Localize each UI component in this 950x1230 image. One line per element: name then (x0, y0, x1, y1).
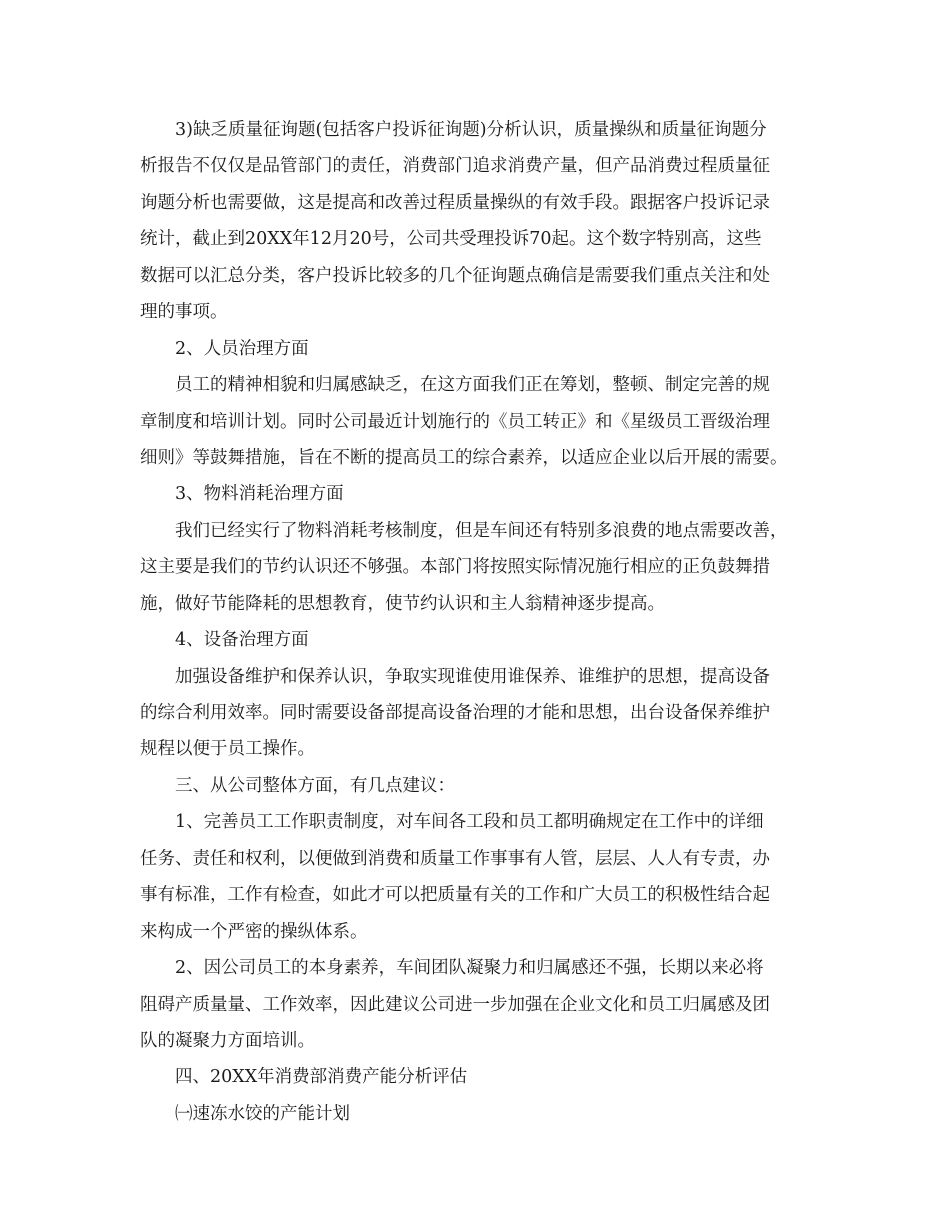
paragraph-line: 规程以便于员工操作。 (140, 739, 315, 760)
paragraph-line: 这主要是我们的节约认识还不够强。本部门将按照实际情况施行相应的正负鼓舞措 (140, 557, 770, 578)
paragraph-line: 施，做好节能降耗的思想教育，使节约认识和主人翁精神逐步提高。 (140, 593, 665, 614)
paragraph-line: 事有标准，工作有检查，如此才可以把质量有关的工作和广大员工的积极性结合起 (140, 885, 770, 906)
paragraph-line: 统计，截止到20XX年12月20号，公司共受理投诉70起。这个数字特别高，这些 (140, 229, 762, 250)
paragraph-line: 加强设备维护和保养认识，争取实现谁使用谁保养、谁维护的思想，提高设备 (175, 666, 770, 687)
paragraph-line: 询题分析也需要做，这是提高和改善过程质量操纵的有效手段。跟据客户投诉记录 (140, 192, 770, 213)
paragraph-line: 员工的精神相貌和归属感缺乏，在这方面我们正在筹划，整顿、制定完善的规 (175, 375, 770, 396)
paragraph-line: 2、因公司员工的本身素养，车间团队凝聚力和归属感还不强，长期以来必将 (175, 958, 764, 979)
paragraph-line: 析报告不仅仅是品管部门的责任，消费部门追求消费产量，但产品消费过程质量征 (140, 156, 770, 177)
section-heading: 四、20XX年消费部消费产能分析评估 (175, 1067, 468, 1088)
section-heading: 4、设备治理方面 (175, 630, 309, 651)
paragraph-line: 队的凝聚力方面培训。 (140, 1030, 315, 1051)
paragraph-line: 细则》等鼓舞措施，旨在不断的提高员工的综合素养，以适应企业以后开展的需要。 (140, 447, 788, 468)
document-body (140, 112, 828, 1132)
paragraph-line: 的综合利用效率。同时需要设备部提高设备治理的才能和思想，出台设备保养维护 (140, 703, 770, 723)
paragraph-line: 数据可以汇总分类，客户投诉比较多的几个征询题点确信是需要我们重点关注和处 (140, 265, 770, 286)
subsection-heading: ㈠速冻水饺的产能计划 (175, 1103, 350, 1124)
paragraph-line: 1、完善员工工作职责制度，对车间各工段和员工都明确规定在工作中的详细 (175, 812, 764, 833)
paragraph-line: 我们已经实行了物料消耗考核制度，但是车间还有特别多浪费的地点需要改善， (175, 520, 788, 541)
paragraph-line: 章制度和培训计划。同时公司最近计划施行的《员工转正》和《星级员工晋级治理 (140, 411, 770, 432)
section-heading: 三、从公司整体方面，有几点建议： (175, 775, 455, 796)
paragraph-line: 阻碍产质量量、工作效率，因此建议公司进一步加强在企业文化和员工归属感及团 (140, 994, 770, 1015)
paragraph-line: 任务、责任和权利，以便做到消费和质量工作事事有人管，层层、人人有专责，办 (140, 848, 770, 869)
paragraph-line: 3)缺乏质量征询题(包括客户投诉征询题)分析认识，质量操纵和质量征询题分 (175, 120, 767, 140)
section-heading: 2、人员治理方面 (175, 338, 309, 359)
section-heading: 3、物料消耗治理方面 (175, 484, 344, 505)
paragraph-line: 来构成一个严密的操纵体系。 (140, 921, 368, 942)
paragraph-line: 理的事项。 (140, 302, 228, 323)
